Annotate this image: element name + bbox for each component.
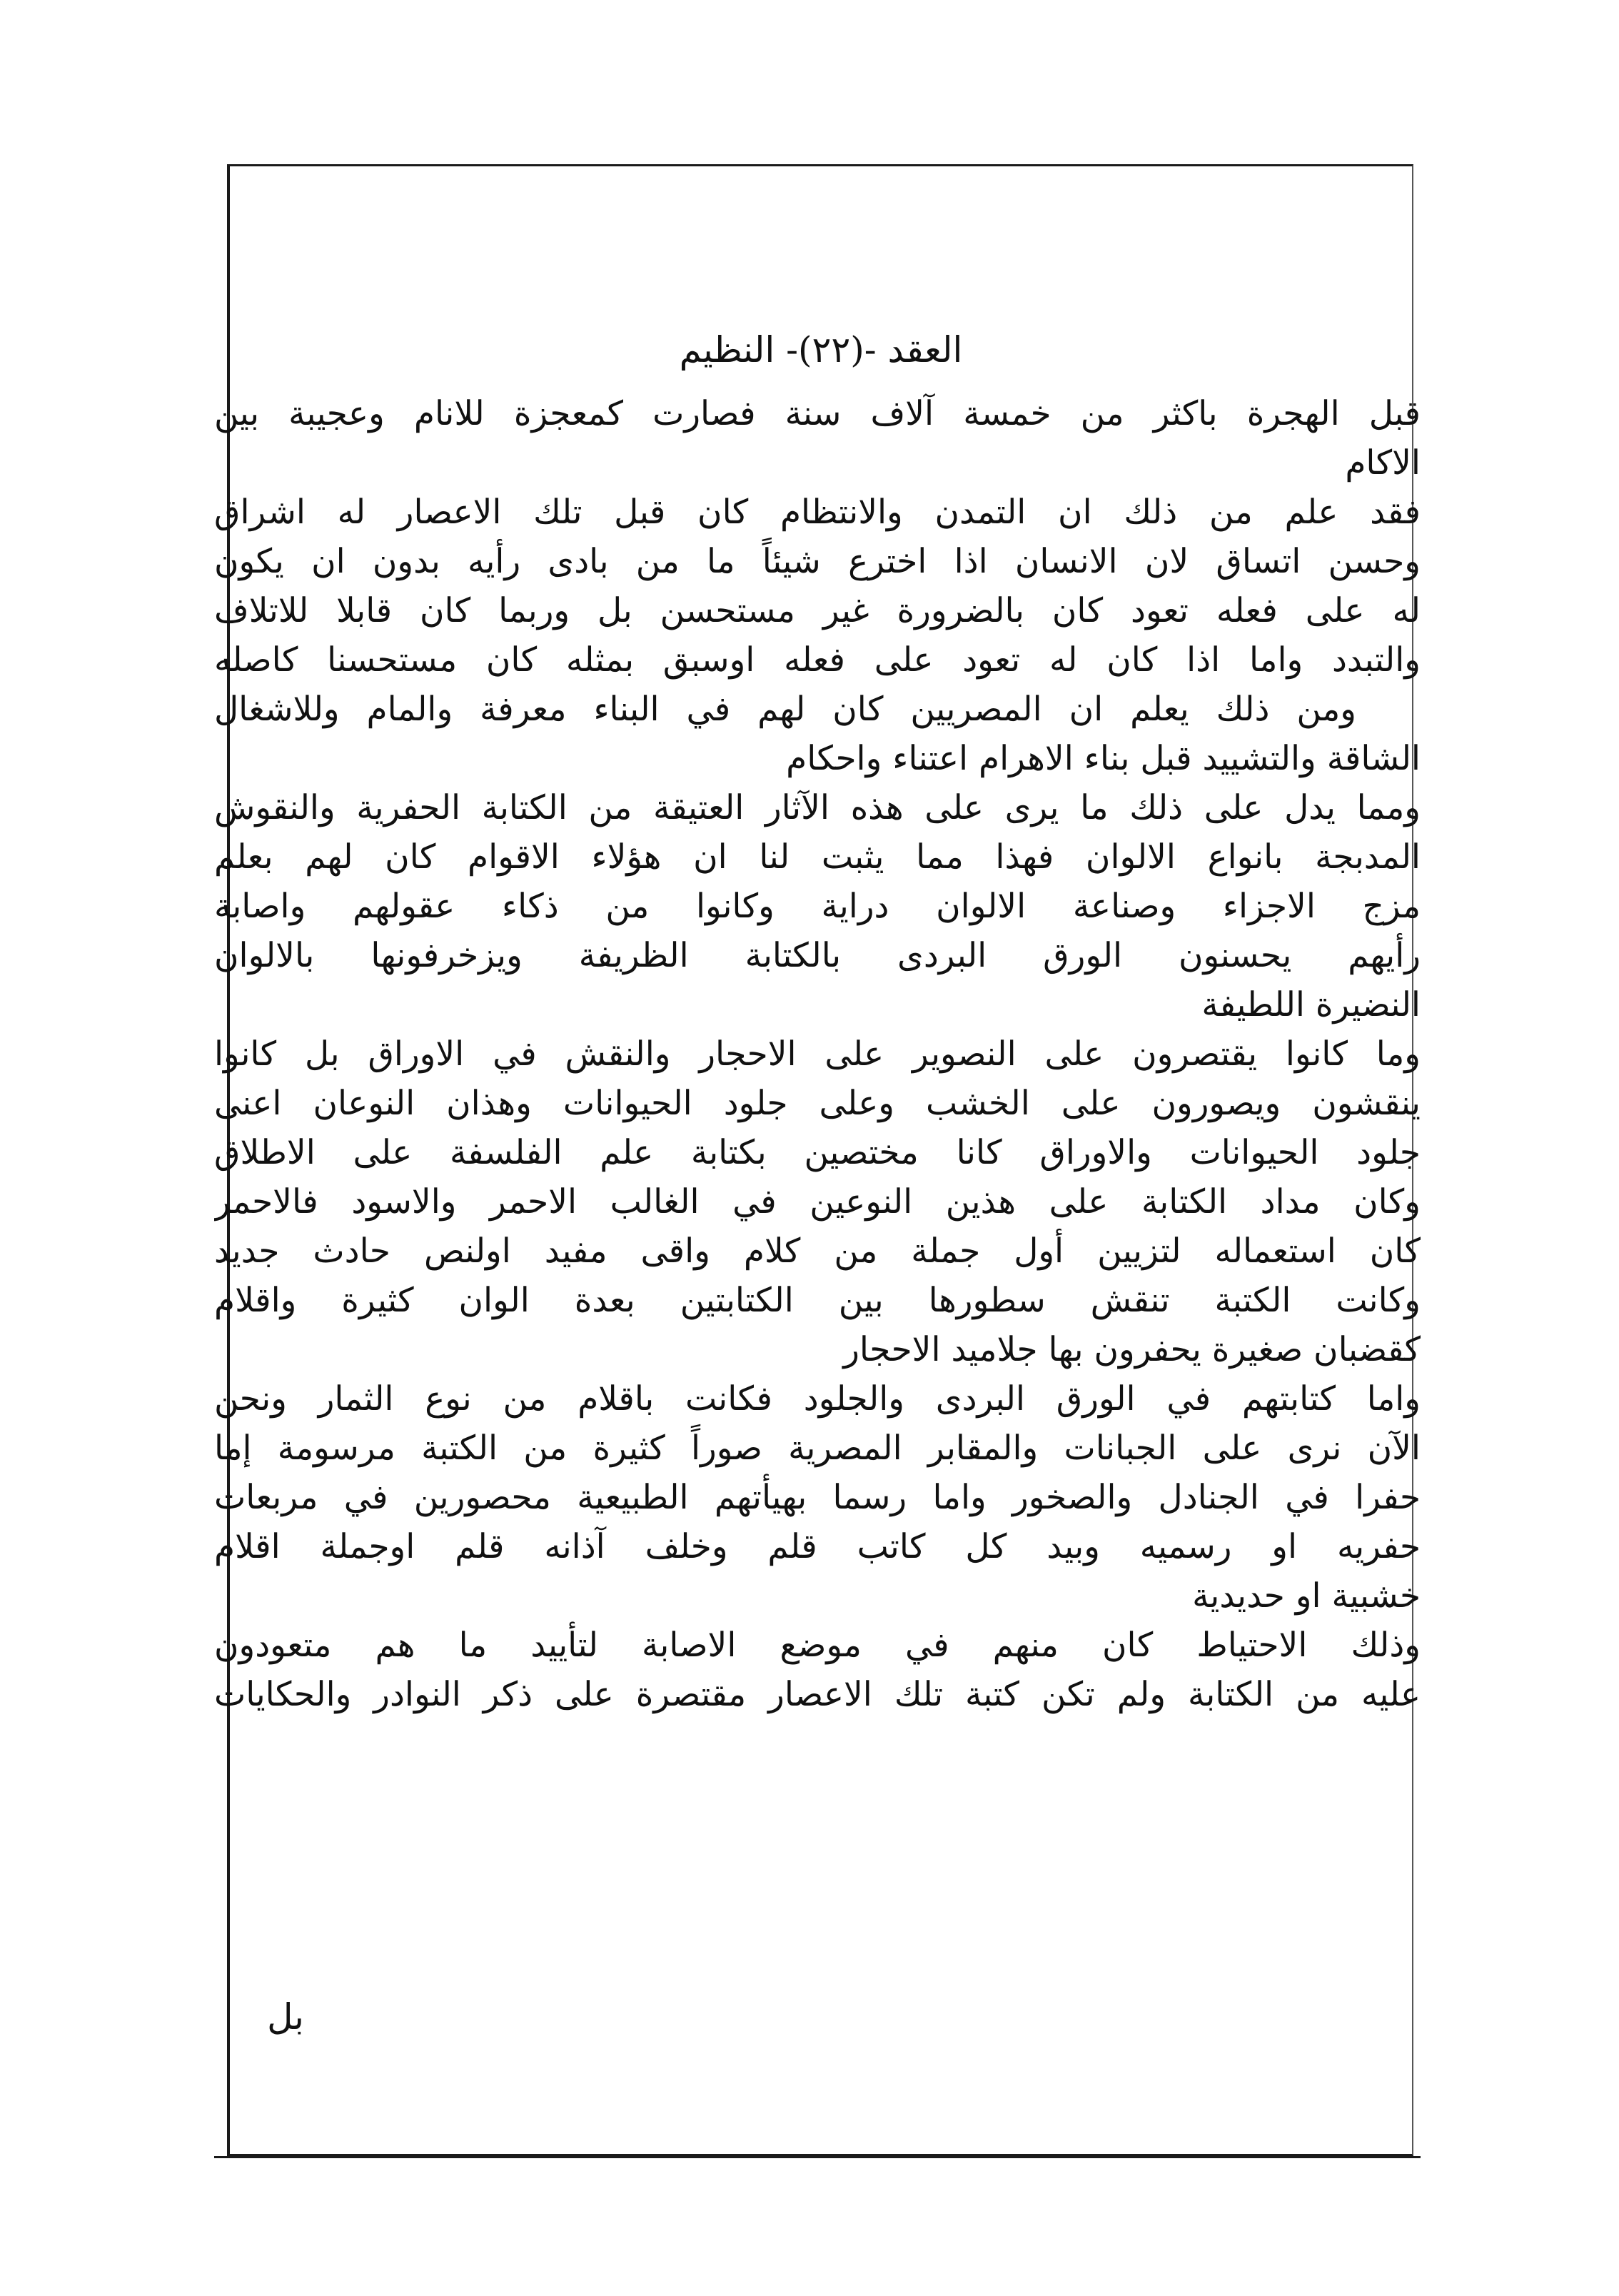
text-line: جلود الحيوانات والاوراق كانا مختصين بكتابة علم الفلسفة على الاطلاق <box>214 1133 1421 1172</box>
text-line: فقد علم من ذلك ان التمدن والانتظام كان قبل تلك الاعصار له اشراق <box>214 493 1421 532</box>
body-text <box>214 389 1421 1960</box>
text-line: خشبية او حديدية <box>1192 1576 1421 1616</box>
text-line: ينقشون ويصورون على الخشب وعلى جلود الحيوانات وهذان النوعان اعنى <box>214 1084 1421 1123</box>
text-line: عليه من الكتابة ولم تكن كتبة تلك الاعصار مقتصرة على ذكر النوادر والحكايات <box>214 1675 1421 1714</box>
text-line: الاكام <box>1345 443 1421 483</box>
text-line: حفريه او رسميه وبيد كل كاتب قلم وخلف آذانه قلم اوجملة اقلام <box>214 1527 1421 1566</box>
text-line: ومما يدل على ذلك ما يرى على هذه الآثار العتيقة من الكتابة الحفرية والنقوش <box>214 788 1421 827</box>
text-line: الشاقة والتشييد قبل بناء الاهرام اعتناء واحكام <box>786 739 1421 778</box>
text-line: وكانت الكتبة تنقش سطورها بين الكتابتين بعدة الوان كثيرة واقلام <box>214 1281 1421 1320</box>
text-line: قبل الهجرة باكثر من خمسة آلاف سنة فصارت كمعجزة للانام وعجيبة بين <box>214 394 1421 433</box>
text-line: النضيرة اللطيفة <box>1201 985 1421 1024</box>
text-line: وكان مداد الكتابة على هذين النوعين في الغالب الاحمر والاسود فالاحمر <box>214 1182 1421 1222</box>
text-line: وحسن اتساق لان الانسان اذا اخترع شيئاً ما من بادى رأيه بدون ان يكون <box>214 542 1421 581</box>
text-line: وذلك الاحتياط كان منهم في موضع الاصابة لتأييد ما هم متعودون <box>214 1626 1421 1665</box>
page-header: العقد -(٢٢)- النظيم <box>679 329 963 371</box>
text-line: له على فعله تعود كان بالضرورة غير مستحسن بل وربما كان قابلا للاتلاف <box>214 591 1421 630</box>
text-line: واما كتابتهم في الورق البردى والجلود فكانت باقلام من نوع الثمار ونحن <box>214 1379 1421 1419</box>
text-line: وما كانوا يقتصرون على النصوير على الاحجار والنقش في الاوراق بل كانوا <box>214 1034 1421 1074</box>
text-line: كان استعماله لتزيين أول جملة من كلام واقى مفيد اولنص حادث جديد <box>214 1232 1421 1271</box>
text-line: ومن ذلك يعلم ان المصريين كان لهم في البناء معرفة والمام وللاشغال <box>214 690 1356 729</box>
text-line: كقضبان صغيرة يحفرون بها جلاميد الاحجار <box>843 1330 1421 1369</box>
text-line: رأيهم يحسنون الورق البردى بالكتابة الظريفة ويزخرفونها بالالوان <box>214 936 1421 975</box>
text-line: والتبدد واما اذا كان له تعود على فعله اوسبق بمثله كان مستحسنا كاصله <box>214 640 1421 680</box>
text-line: مزج الاجزاء وصناعة الالوان دراية وكانوا من ذكاء عقولهم واصابة <box>214 887 1421 926</box>
catchword: بل <box>267 1996 304 2038</box>
text-line: الآن نرى على الجبانات والمقابر المصرية صوراً كثيرة من الكتبة مرسومة إما <box>214 1429 1421 1468</box>
text-line: المدبجة بانواع الالوان فهذا مما يثبت لنا ان هؤلاء الاقوام كان لهم بعلم <box>214 837 1421 877</box>
bottom-rule <box>214 2156 1421 2158</box>
text-line: حفرا في الجنادل والصخور واما رسما بهيأتهم الطبيعية محصورين في مربعات <box>214 1478 1421 1517</box>
